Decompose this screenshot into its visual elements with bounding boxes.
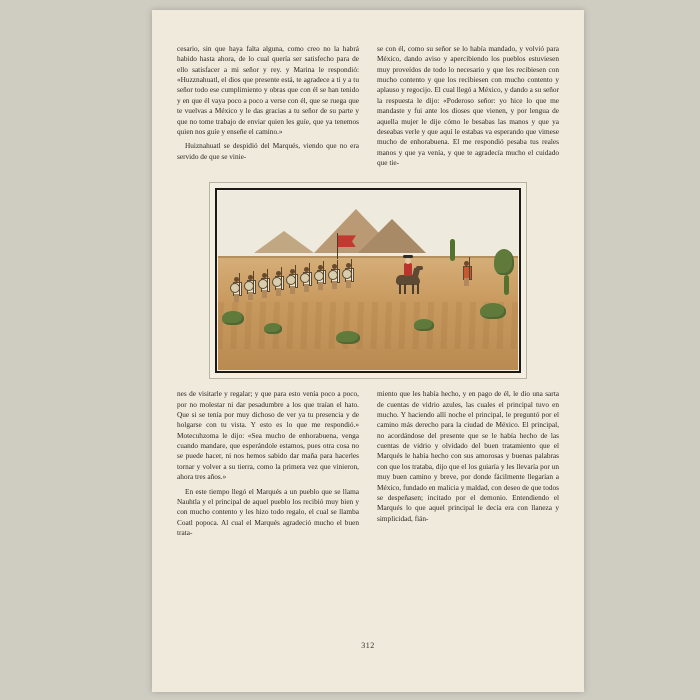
paragraph: miento que les había hecho, y en pago de él, le dio una sarta de cuentas de vidrio azules, las cuales el principal tuvo en mucho. Y haciendo allí noche el principal, le preguntó por el camino más derecho para la ciudad de México. El principal, no acordándose del presente que se le había hecho de las cuentas de vidrio y olvidado del buen tratamiento que el Marqués le había hecho con sus amorosas y buenas palabras con que los trataba, dijo que el los guiaría y les llevaría por un muy buen camino y breve, por donde fácilmente llegarían a México, fundado en malicia y maldad, con deseo de que todos se despeñasen; incitado por el demonio. Entendiendo el Marqués lo que aquel principal le decía era con llaneza y simplicidad, fián-	[377, 389, 559, 523]
mountain	[254, 231, 314, 253]
page-content	[177, 44, 559, 664]
paragraph: En este tiempo llegó el Marqués a un pueblo que se llama Nauhtla y el principal de aquel pueblo los recibió muy bien y con mucho contento y les hizo todo regalo, el cual se llamba Coatl popoca. Al cual el Marqués agradeció mucho el buen trata-	[177, 486, 359, 537]
warrior-figure	[344, 263, 353, 289]
ground-line	[218, 256, 518, 258]
warrior-figure	[274, 271, 283, 297]
bottom-text-block	[177, 389, 559, 542]
trail	[218, 302, 518, 349]
bush	[480, 303, 506, 319]
text-column-bottom-right	[377, 389, 559, 542]
cactus	[450, 239, 455, 261]
warrior-figure	[330, 264, 339, 290]
paragraph: cesario, sin que haya falta alguna, como creo no la habrá habido hasta ahora, de lo cual quería ser satisfecho para de ello satisfacer a mi señor y rey. y Marina le respondió: «Huzznahuatl, el dios que presente está, te agradece a ti y a tu señor todo ese cumplimiento y obras que con él se han tenido y en que él vaya poco a poco a verse con él, que se ruega que te vuelvas a México y le das gracias a tu señor de su parte y que no tome trabajo de enviar quien les guíe, que ya tenemos quien nos guíe y enseñe el camino.»	[177, 44, 359, 136]
paragraph: nes de visitarle y regalar; y que para esto venía poco a poco, por no molestar ni dar pesadumbre a los que traían el hato. Que si se tenía por muy dichoso de ver ya tu presencia y de holgarse con tu vista. Y esto es lo que me respondió.» Motecuhzoma le dijo: «Sea mucho de enhorabuena, venga cuando mandare, que esperándole estamos, pues otra cosa no se puede hacer, ni nos hemos sabido dar maña para hacerles tornar y volver a su tierra, como la primera vez que vinieron, ahora tres años.»	[177, 389, 359, 482]
bush	[494, 249, 514, 275]
paragraph: Huiznahuatl se despidió del Marqués, viendo que no era servido de que se vinie-	[177, 141, 359, 161]
text-column-top-left	[177, 44, 359, 172]
mounted-rider	[396, 263, 422, 293]
warrior-figure	[246, 275, 255, 301]
bush	[336, 331, 360, 344]
illustration-wrap	[177, 182, 559, 379]
warrior-figure	[316, 265, 325, 291]
codex-illustration	[209, 182, 527, 379]
banner-pole	[337, 233, 338, 259]
text-column-top-right	[377, 44, 559, 172]
bush	[414, 319, 434, 331]
warrior-figure	[232, 277, 241, 303]
cactus	[504, 275, 509, 295]
bush	[222, 311, 244, 325]
warrior-figure	[288, 269, 297, 295]
top-text-block	[177, 44, 559, 172]
paragraph: se con él, como su señor se lo había mandado, y volvió para México, dando aviso y apercibiendo los pueblos estuviesen muy proveídos de todo lo necesario y que les recibiesen con mucho contento y que los recibiesen con mucho contento y aplauso y regocijo. El cual llegó a México, y dando a su señor la respuesta le dijo: «Poderoso señor: yo hice lo que me mandaste y fui ante los dioses que vienen, y por lengua de aquella mujer le dije cómo le besabas las manos y que ya deseabas verle y que aquí le estabas va esperando que vimese mucho de enhorabuena. El me respondió pesaba tus reales manos y que ya venía, y que te agradecía mucho el cuidado que tie-	[377, 44, 559, 167]
illustration-scene	[218, 191, 518, 370]
warrior-figure	[302, 267, 311, 293]
standing-figure	[462, 261, 473, 287]
mountain	[358, 219, 426, 253]
text-column-bottom-left	[177, 389, 359, 542]
book-page	[152, 10, 584, 692]
bush	[264, 323, 282, 334]
page-number: 312	[361, 641, 375, 650]
warrior-figure	[260, 273, 269, 299]
